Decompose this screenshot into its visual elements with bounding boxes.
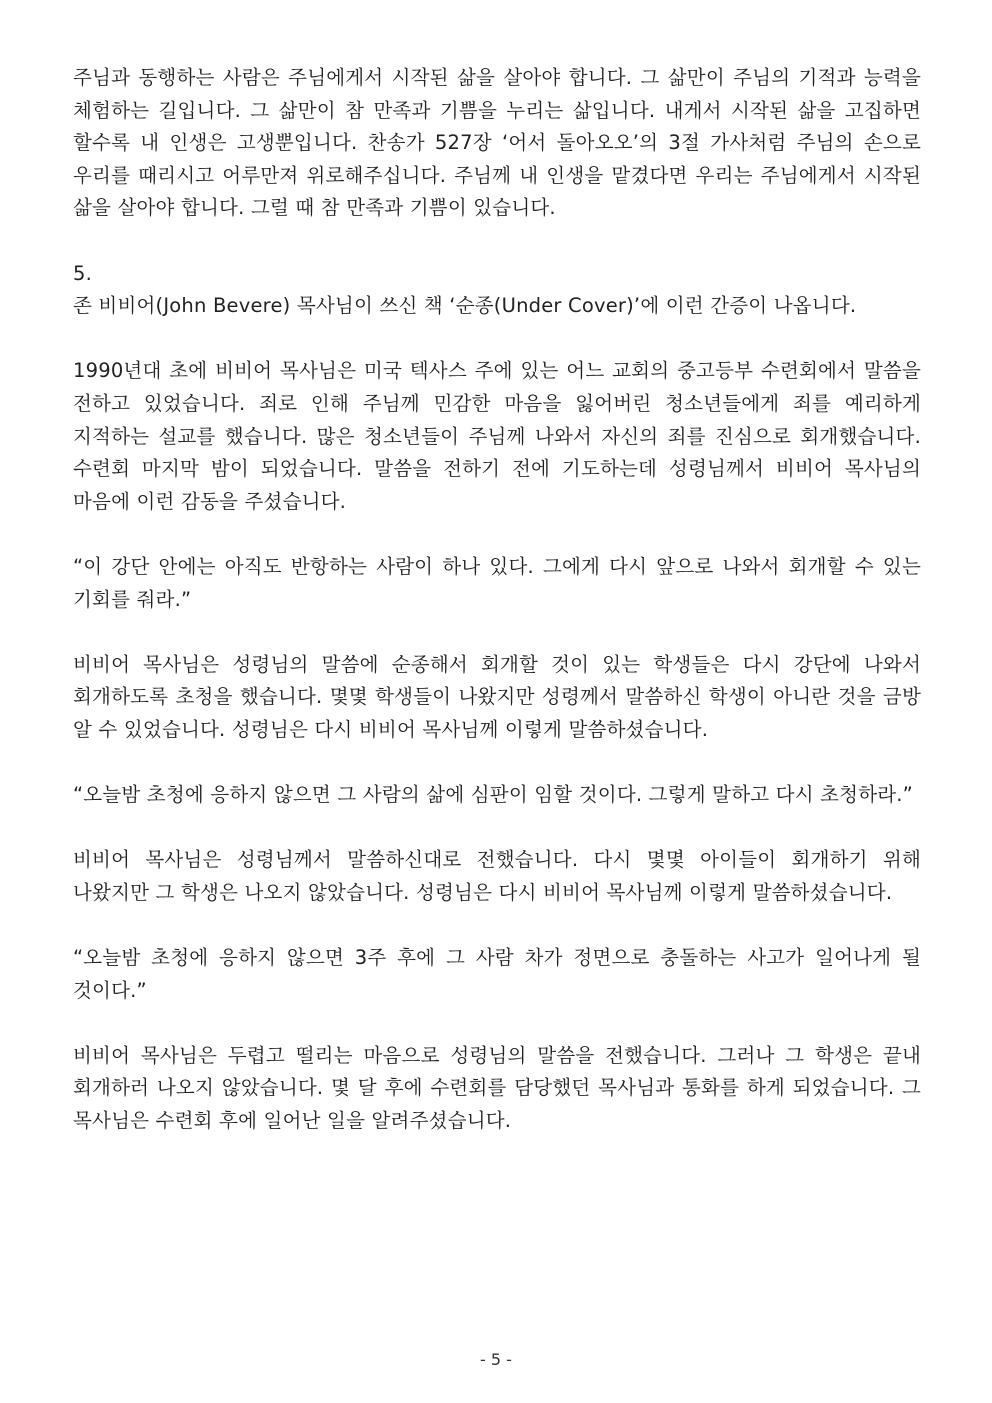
paragraph-gap	[73, 1007, 921, 1040]
section-number: 5.	[73, 261, 93, 285]
paragraph-invitation: 비비어 목사님은 성령님의 말씀에 순종해서 회개할 것이 있는 학생들은 다시 강단에 나와서 회개하도록 초청을 했습니다. 몇몇 학생들이 나왔지만 성령께서 말씀하신 학생이 아니란 것을 금방 알 수 있었습니다. 성령님은 다시 비비어 목사님께 이렇게 말씀하셨습니다.	[73, 652, 921, 741]
paragraph-outcome: 비비어 목사님은 두렵고 떨리는 마음으로 성령님의 말씀을 전했습니다. 그러나 그 학생은 끝내 회개하러 나오지 않았습니다. 몇 달 후에 수련회를 담당했던 목사님과 통화를 하게 되었습니다. 그 목사님은 수련회 후에 일어난 일을 알려주셨습니다.	[73, 1043, 921, 1132]
paragraph-gap	[73, 812, 921, 845]
quote-first: “이 강단 안에는 아직도 반항하는 사람이 하나 있다. 그에게 다시 앞으로 나와서 회개할 수 있는 기회를 줘라.”	[73, 554, 921, 611]
paragraph-gap	[73, 909, 921, 942]
paragraph-gap	[73, 616, 921, 649]
paragraph-gap	[73, 746, 921, 779]
paragraph-intro: 주님과 동행하는 사람은 주님에게서 시작된 삶을 살아야 합니다. 그 삶만이 주님의 기적과 능력을 체험하는 길입니다. 그 삶만이 참 만족과 기쁨을 누리는 삶입니다. 내게서 시작된 삶을 고집하면 할수록 내 인생은 고생뿐입니다. 찬송가 527장 ‘어서 돌아오오’의 3절 가사처럼 주님의 손으로 우리를 때리시고 어루만져 위로해주십니다. 주님께 내 인생을 맡겼다면 우리는 주님에게서 시작된 삶을 살아야 합니다. 그럴 때 참 만족과 기쁨이 있습니다.	[73, 66, 921, 220]
page-number: - 5 -	[480, 1350, 512, 1369]
paragraph-second-invitation: 비비어 목사님은 성령님께서 말씀하신대로 전했습니다. 다시 몇몇 아이들이 회개하기 위해 나왔지만 그 학생은 나오지 않았습니다. 성령님은 다시 비비어 목사님께 이렇게 말씀하셨습니다.	[73, 848, 921, 904]
quote-third: “오늘밤 초청에 응하지 않으면 3주 후에 그 사람 차가 정면으로 충돌하는 사고가 일어나게 될 것이다.”	[73, 946, 921, 1002]
paragraph-book-reference: 존 비비어(John Bevere) 목사님이 쓰신 책 ‘순종(Under Cover)’에 이런 간증이 나옵니다.	[73, 294, 857, 318]
paragraph-gap	[73, 323, 921, 356]
paragraph-gap	[73, 518, 921, 551]
paragraph-gap	[73, 225, 921, 258]
quote-second: “오늘밤 초청에 응하지 않으면 그 사람의 삶에 심판이 임할 것이다. 그렇게 말하고 다시 초청하라.”	[73, 783, 913, 807]
body-text	[73, 62, 921, 1138]
paragraph-retreat-story: 1990년대 초에 비비어 목사님은 미국 텍사스 주에 있는 어느 교회의 중고등부 수련회에서 말씀을 전하고 있었습니다. 죄로 인해 주님께 민감한 마음을 잃어버린 청소년들에게 죄를 예리하게 지적하는 설교를 했습니다. 많은 청소년들이 주님께 나와서 자신의 죄를 진심으로 회개했습니다. 수련회 마지막 밤이 되었습니다. 말씀을 전하기 전에 기도하는데 성령님께서 비비어 목사님의 마음에 이런 감동을 주셨습니다.	[73, 359, 921, 513]
